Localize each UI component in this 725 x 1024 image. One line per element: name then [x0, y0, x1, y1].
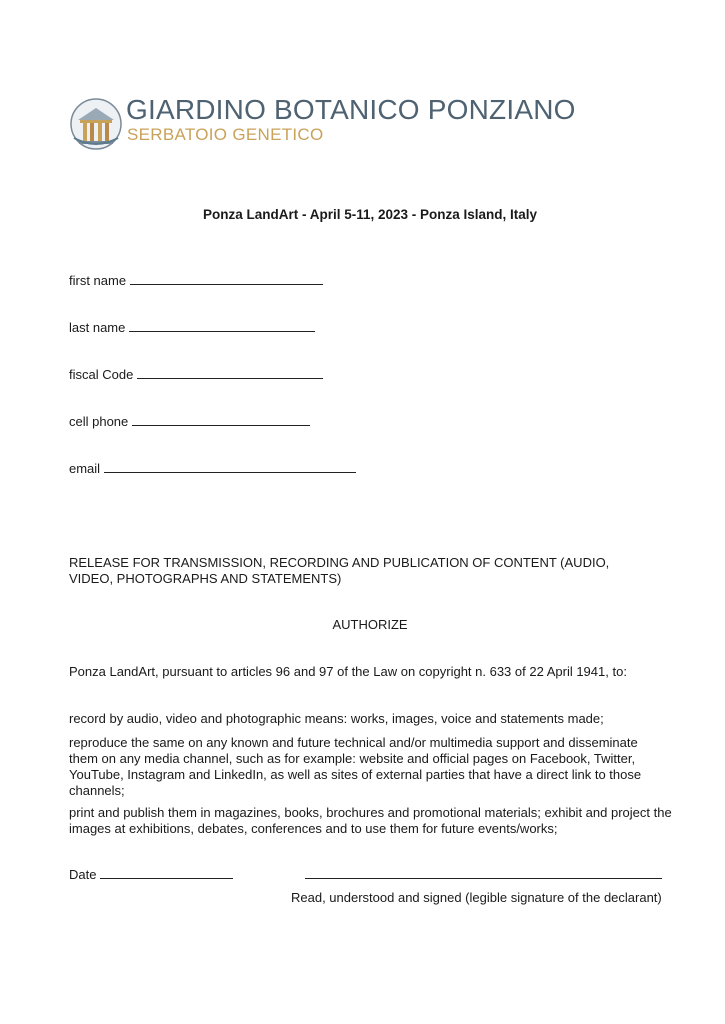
fiscal-code-line[interactable]: [137, 366, 323, 379]
cell-phone-line[interactable]: [132, 413, 310, 426]
last-name-line[interactable]: [129, 319, 315, 332]
release-item-publish: print and publish them in magazines, books, brochures and promotional materials; exhibit and project the images at exhibitions, debates, conferences and to use them for future events/works;: [69, 805, 672, 836]
temple-emblem-icon: [70, 98, 122, 150]
signature-caption: Read, understood and signed (legible signature of the declarant): [291, 890, 662, 905]
date-field[interactable]: [69, 866, 233, 883]
authorize-label: AUTHORIZE: [332, 617, 408, 632]
signature-line[interactable]: [305, 866, 662, 879]
cell-phone-field[interactable]: [69, 413, 310, 430]
email-field[interactable]: [69, 460, 356, 477]
document-title: Ponza LandArt - April 5-11, 2023 - Ponza Island, Italy: [202, 207, 538, 222]
release-item-reproduce: reproduce the same on any known and future technical and/or multimedia support and disseminate them on any media channel, such as for example: website and official pages on Facebook, Twitter, YouTube, Instagram and LinkedIn, as well as sites of external parties that have a direct link to those channels;: [69, 735, 642, 798]
release-item-record: record by audio, video and photographic means: works, images, voice and statements made;: [69, 711, 604, 726]
email-label: email: [69, 461, 101, 476]
fiscal-code-field[interactable]: [69, 366, 323, 383]
first-name-label: first name: [69, 273, 127, 288]
last-name-field[interactable]: [69, 319, 315, 336]
cell-phone-label: cell phone: [69, 414, 129, 429]
email-line[interactable]: [104, 460, 356, 473]
first-name-line[interactable]: [130, 272, 323, 285]
fiscal-code-label: fiscal Code: [69, 367, 134, 382]
last-name-label: last name: [69, 320, 126, 335]
org-name: GIARDINO BOTANICO PONZIANO: [126, 94, 576, 125]
release-heading: RELEASE FOR TRANSMISSION, RECORDING AND PUBLICATION OF CONTENT (AUDIO, VIDEO, PHOTOGRAPHS AND STATEMENTS): [69, 555, 610, 586]
org-subtitle: SERBATOIO GENETICO: [127, 125, 324, 144]
date-line[interactable]: [100, 866, 233, 879]
first-name-field[interactable]: [69, 272, 323, 289]
date-label: Date: [69, 867, 97, 882]
release-intro: Ponza LandArt, pursuant to articles 96 and 97 of the Law on copyright n. 633 of 22 April 1941, to:: [69, 664, 627, 679]
